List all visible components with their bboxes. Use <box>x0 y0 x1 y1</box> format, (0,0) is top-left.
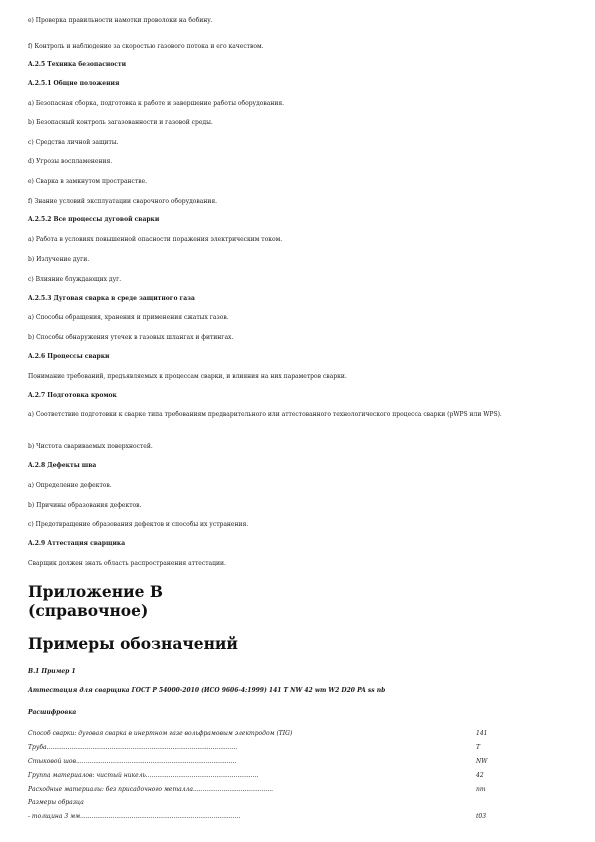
list-item: a) Работа в условиях повышенной опасности поражения электрическим током. <box>28 236 283 243</box>
decode-row <box>28 798 484 807</box>
decode-row-label: Труба.................................................................................................... <box>28 744 238 751</box>
section-heading: A.2.5.2 Все процессы дуговой сварки <box>28 216 160 223</box>
list-item: e) Проверка правильности намотки проволоки на бобину. <box>28 17 213 24</box>
section-heading: A.2.7 Подготовка кромок <box>28 392 117 399</box>
list-item: c) Средства личной защиты. <box>28 139 119 146</box>
section-heading: A.2.9 Аттестация сварщика <box>28 540 126 547</box>
list-item: a) Способы обращения, хранения и применения сжатых газов. <box>28 314 229 321</box>
decode-row-label: Стыковой шов.................................................................................... <box>28 758 237 765</box>
section-heading: A.2.6 Процессы сварки <box>28 353 110 360</box>
list-item: a) Безопасная сборка, подготовка к работе и завершение работы оборудования. <box>28 100 285 107</box>
decode-row-label: Расходные материалы: без присадочного металла.......................................... <box>28 786 274 793</box>
section-heading: A.2.5.3 Дуговая сварка в среде защитного газа <box>28 295 195 302</box>
decode-row <box>28 812 487 821</box>
decode-row <box>28 757 488 766</box>
decode-row-label: Группа материалов: чистый никель........................................................... <box>28 772 259 779</box>
decode-row <box>28 785 484 794</box>
examples-title: Примеры обозначений <box>28 634 238 653</box>
list-item: f) Контроль и наблюдение за скоростью газового потока и его качеством. <box>28 43 264 50</box>
list-item: b) Безопасный контроль загазованности и газовой среды. <box>28 119 213 126</box>
section-heading: A.2.8 Дефекты шва <box>28 462 97 469</box>
list-item: c) Предотвращение образования дефектов и способы их устранения. <box>28 521 249 528</box>
decode-row <box>28 743 484 752</box>
decode-row <box>28 771 484 780</box>
decode-row <box>28 729 488 738</box>
decode-row-code: 141 <box>476 730 488 737</box>
appendix-subtitle: (справочное) <box>28 601 149 620</box>
designation: Аттестация для сварщика ГОСТ Р 54000-2010 (ИСО 9606-4:1999) 141 T NW 42 wm W2 D20 PA ss nb <box>28 687 386 694</box>
paragraph: Понимание требований, предъявляемых к процессам сварки, и влияния на них параметров сварки. <box>28 373 347 380</box>
decode-row-label: - толщина 3 мм.................................................................................... <box>28 813 241 820</box>
decode-row-code: nm <box>476 786 486 793</box>
list-item: b) Излучение дуги. <box>28 256 90 263</box>
paragraph: a) Соответствие подготовки к сварке типа требованиям предварительного или аттестованного технологического процесса сварки (pWPS или WPS). <box>28 411 502 418</box>
list-item: e) Сварка в замкнутом пространстве. <box>28 178 148 185</box>
list-item: b) Способы обнаружения утечек в газовых шлангах и фитингах. <box>28 334 234 341</box>
decode-row-code: 42 <box>476 772 484 779</box>
decode-row-label: Способ сварки: дуговая сварка в инертном газе вольфрамовым электродом (TIG) <box>28 730 293 737</box>
paragraph: Сварщик должен знать область распространения аттестации. <box>28 560 226 567</box>
example-heading: В.1 Пример 1 <box>28 668 76 675</box>
section-heading: A.2.5.1 Общие положения <box>28 80 120 87</box>
list-item: a) Определение дефектов. <box>28 482 112 489</box>
list-item: c) Влияние блуждающих дуг. <box>28 276 122 283</box>
paragraph: b) Чистота свариваемых поверхностей. <box>28 443 153 450</box>
decode-row-code: t03 <box>476 813 487 820</box>
decode-row-code: NW <box>476 758 488 765</box>
decode-row-code: T <box>476 744 481 751</box>
list-item: b) Причины образования дефектов. <box>28 502 142 509</box>
decode-label: Расшифровка <box>28 709 77 716</box>
list-item: f) Знание условий эксплуатации сварочного оборудования. <box>28 198 218 205</box>
appendix-title: Приложение В <box>28 582 163 601</box>
section-heading: A.2.5 Техника безопасности <box>28 61 127 68</box>
decode-row-label: Размеры образца <box>28 799 84 806</box>
list-item: d) Угрозы воспламенения. <box>28 158 113 165</box>
